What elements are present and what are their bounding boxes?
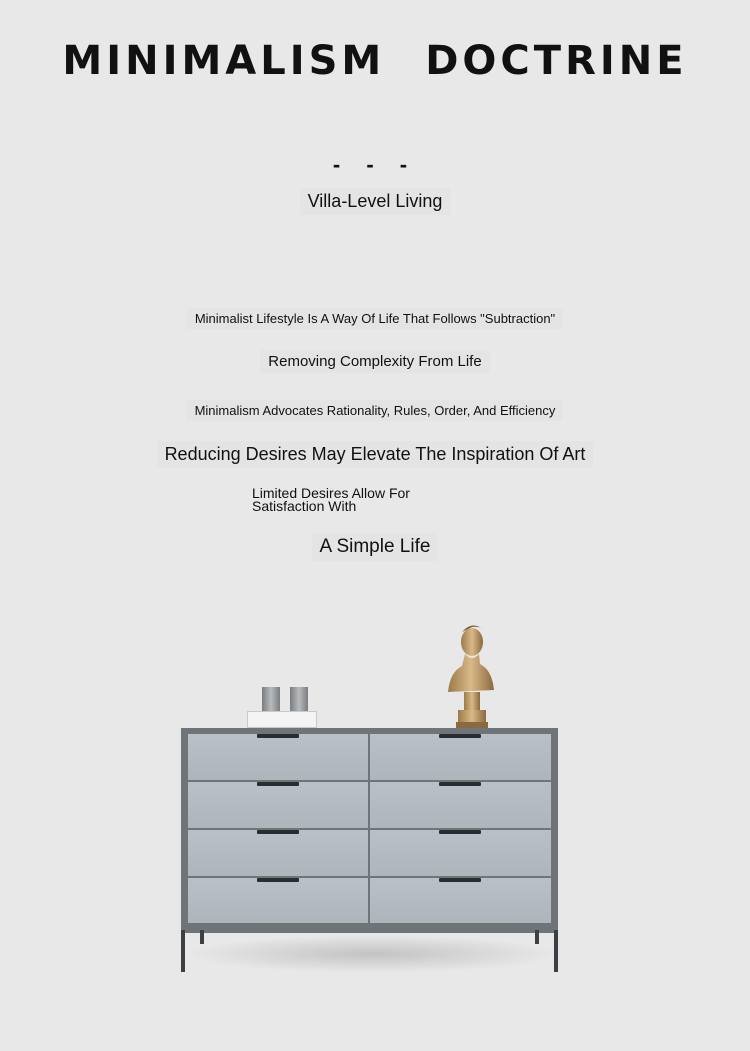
tagline-4: Reducing Desires May Elevate The Inspiration Of Art: [157, 441, 594, 468]
title-word-1: MINIMALISM: [62, 38, 386, 84]
text-line-4: [0, 441, 750, 468]
page-title: [0, 38, 750, 84]
divider: - - -: [332, 152, 418, 177]
subtitle: Villa-Level Living: [300, 188, 451, 215]
drawer: [188, 734, 368, 780]
text-line-5: [252, 487, 410, 513]
vase-right: [290, 687, 308, 711]
drawer: [370, 782, 551, 828]
drawer: [370, 878, 551, 923]
text-line-1: [0, 308, 750, 329]
dresser-leg: [181, 930, 185, 972]
tagline-1: Minimalist Lifestyle Is A Way Of Life That Follows "Subtraction": [187, 308, 563, 329]
drawer-handle: [439, 782, 481, 786]
vase-left: [262, 687, 280, 711]
text-line-3: [0, 400, 750, 421]
drawer-handle: [257, 734, 299, 738]
drawer-handle: [257, 878, 299, 882]
book-decor: [247, 711, 317, 728]
drawer: [370, 734, 551, 780]
drawer-handle: [439, 878, 481, 882]
tagline-5a: Limited Desires Allow For: [252, 485, 410, 501]
tagline-5b: Satisfaction With: [252, 498, 357, 514]
dresser-leg: [554, 930, 558, 972]
drawer: [370, 830, 551, 876]
drawer-handle: [439, 734, 481, 738]
subtitle-line: [0, 188, 750, 215]
bust-sculpture: [440, 620, 500, 730]
drawer: [188, 878, 368, 923]
drawer-handle: [257, 830, 299, 834]
drawer: [188, 830, 368, 876]
text-line-2: [0, 350, 750, 373]
dresser-leg-back: [535, 930, 539, 944]
drawer-handle: [257, 782, 299, 786]
tagline-6: A Simple Life: [312, 533, 439, 561]
dresser-shadow: [185, 935, 560, 973]
dresser-leg-back: [200, 930, 204, 944]
title-word-2: DOCTRINE: [425, 38, 688, 84]
dresser: [181, 728, 558, 933]
drawer-handle: [439, 830, 481, 834]
drawer: [188, 782, 368, 828]
tagline-2: Removing Complexity From Life: [260, 350, 489, 373]
text-line-6: [0, 533, 750, 561]
tagline-3: Minimalism Advocates Rationality, Rules, Order, And Efficiency: [187, 400, 564, 421]
